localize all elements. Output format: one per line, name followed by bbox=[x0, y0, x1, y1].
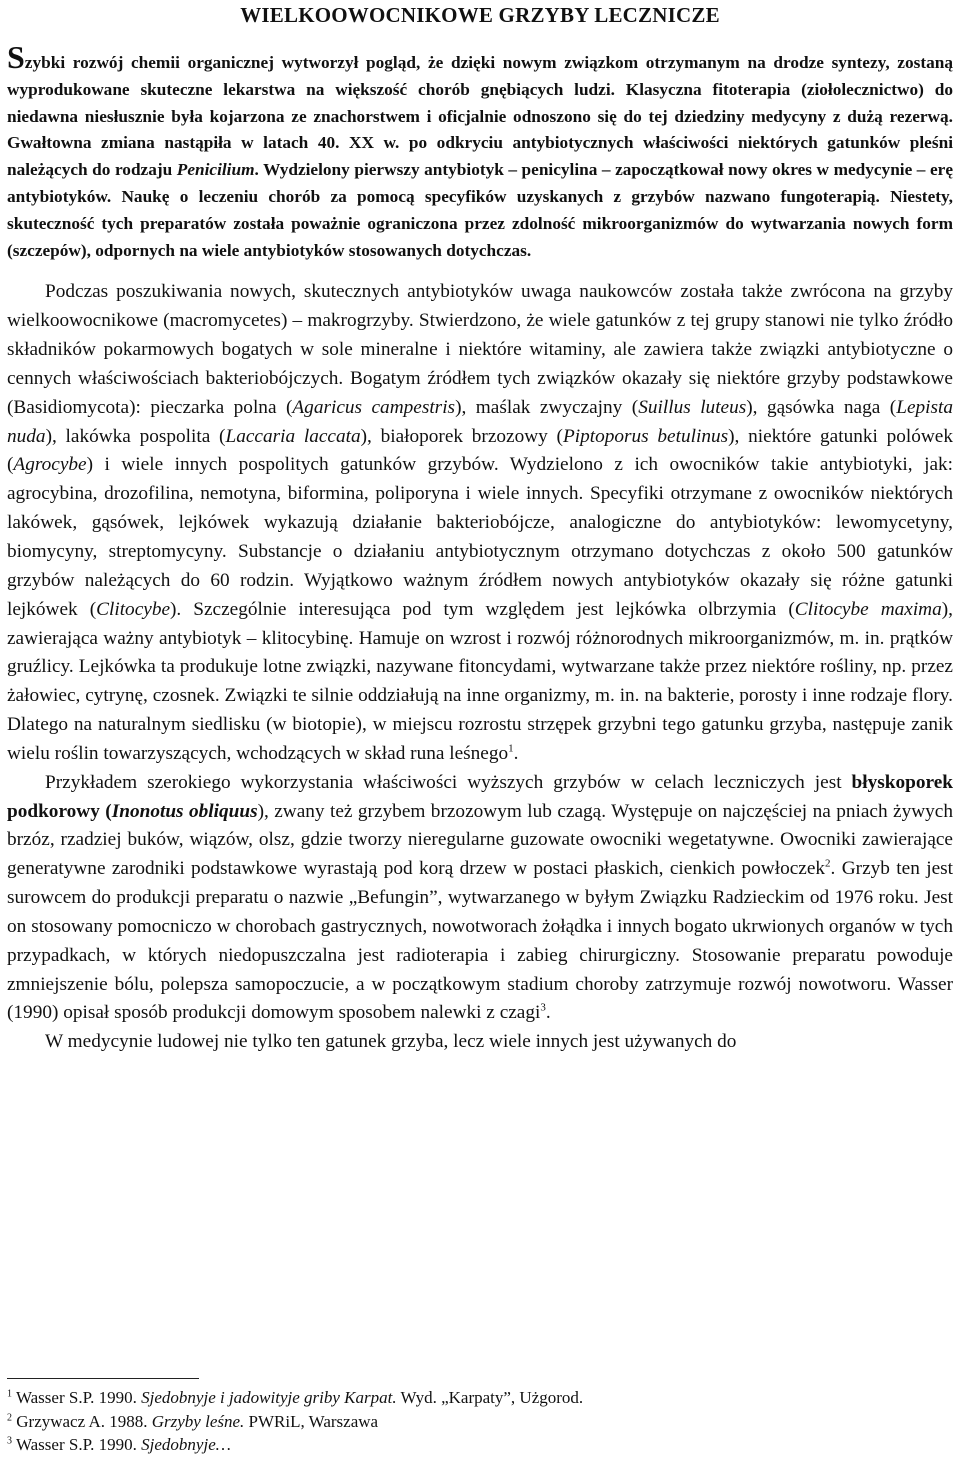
footnote-text: PWRiL, Warszawa bbox=[244, 1411, 379, 1431]
footnote-ref: 1 bbox=[508, 742, 514, 755]
footnote-text: Grzywacz A. 1988. bbox=[16, 1411, 152, 1431]
body-text: . bbox=[513, 742, 519, 764]
paragraph-chaga bbox=[7, 769, 953, 1029]
bold-species-name: błyskoporek podkorowy ( bbox=[7, 771, 953, 822]
footnote bbox=[7, 1386, 953, 1410]
species-name: Laccaria laccata bbox=[225, 425, 361, 447]
species-name: Agaricus campestris bbox=[292, 396, 456, 418]
footnote-title: Grzyby leśne. bbox=[151, 1411, 245, 1431]
species-name: Suillus luteus bbox=[638, 396, 747, 418]
body-text: W medycynie ludowej nie tylko ten gatunek grzyba, lecz wiele innych jest używanych do bbox=[45, 1031, 737, 1053]
document-page bbox=[7, 0, 953, 1057]
body-text: ), zwany też grzybem brzozowym lub czagą. Występuje on najczęściej na pniach żywych brzóz, rzadziej buków, wiązów, olsz, gdzie tworzy nieregularne guzowate owocniki wegetatywne. Owocniki zawierające generatywne zarodniki podstawkowe wyrastają pod korą drzew w postaci płaskich, cienkich powłoczek bbox=[7, 800, 953, 880]
body-text: ) i wiele innych pospolitych gatunków grzybów. Wydzielono z ich owocników takie antybiotyki, jak: agrocybina, drozofilina, nemotyna, biformina, poliporyna i wiele innych. Specyfiki otrzymane z owocników niektórych lakówek, gąsówek, lejkówek wykazują działanie bakteriobójcze, analogiczne do antybiotyków: lewomycetyny, biomycyny, streptomycyny. Substancje o działaniu antybiotycznym otrzymano dotychczas z około 500 gatunków grzybów należących do 60 rodzin. Wyjątkowo ważnym źródłem nowych antybiotyków okazały się różne gatunki lejkówek ( bbox=[7, 454, 953, 620]
footnotes bbox=[7, 1378, 953, 1457]
footnote-title: Sjedobnyje… bbox=[141, 1435, 231, 1454]
body-text: ), niektóre gatunki polówek ( bbox=[7, 425, 953, 476]
species-name: Inonotus obliquus bbox=[111, 800, 258, 822]
body-text: Podczas poszukiwania nowych, skutecznych antybiotyków uwaga naukowców została także zwrócona na grzyby wielkoowocnikowe (macromycetes) – makrogrzyby. Stwierdzono, że wiele gatunków z tej grupy stanowi nie tylko źródło składników pokarmowych bogatych w sole mineralne i niektóre witaminy, ale zawiera także związki antybiotyczne o cennych właściwościach bakteriobójczych. Bogatym źródłem tych związków okazały się niektóre grzyby podstawkowe (Basidiomycota): pieczarka polna ( bbox=[7, 281, 953, 418]
page-title: WIELKOOWOCNIKOWE GRZYBY LECZNICZE bbox=[240, 3, 720, 27]
footnote-divider bbox=[7, 1378, 199, 1379]
body-text: Przykładem szerokiego wykorzystania właściwości wyższych grzybów w celach leczniczych jest bbox=[45, 771, 852, 793]
body-text: ). Szczególnie interesująca pod tym względem jest lejkówka olbrzymia ( bbox=[170, 598, 795, 620]
intro-text: . Wydzielony pierwszy antybiotyk – penicylina – zapoczątkował nowy okres w medycynie – erę antybiotyków. Naukę o leczeniu chorób za pomocą specyfików uzyskanych z grzybów nazwano fungoterapią. Niestety, skuteczność tych preparatów została poważnie ograniczona przez zdolność mikroorganizmów do wytwarzania nowych form (szczepów), odpornych na wiele antybiotyków stosowanych dotychczas. bbox=[7, 160, 953, 260]
body-text: ), białoporek brzozowy ( bbox=[360, 425, 563, 447]
paragraph-folk-medicine bbox=[7, 1028, 953, 1057]
body-text: ), lakówka pospolita ( bbox=[45, 425, 226, 447]
intro-text: zybki rozwój chemii organicznej wytworzył pogląd, że dzięki nowym związkom otrzymanym na drodze syntezy, zostaną wyprodukowane skuteczne lekarstwa na większość chorób gnębiących ludzi. Klasyczna fitoterapia (ziołolecznictwo) do niedawna niesłusznie była kojarzona ze znachorstwem i oficjalnie odnoszono się do tej dziedziny medycyny z dużą rezerwą. Gwałtowna zmiana nastąpiła w latach 40. XX w. po odkryciu antybiotycznych właściwości niektórych gatunków pleśni należących do rodzaju bbox=[7, 53, 953, 180]
footnote-title: Sjedobnyje i jadowityje griby Karpat. bbox=[141, 1388, 397, 1407]
body-text: . bbox=[545, 1002, 551, 1024]
intro-paragraph bbox=[7, 39, 953, 264]
footnote bbox=[7, 1410, 953, 1434]
footnote bbox=[7, 1433, 953, 1457]
body-text: ), maślak zwyczajny ( bbox=[455, 396, 639, 418]
footnote-number: 3 bbox=[7, 1435, 12, 1447]
body-text: ), gąsówka naga ( bbox=[746, 396, 897, 418]
genus-name: Penicilium bbox=[176, 160, 255, 180]
species-name: Clitocybe bbox=[96, 598, 171, 620]
footnote-ref: 3 bbox=[540, 1002, 546, 1015]
paragraph-antibiotics bbox=[7, 278, 953, 768]
species-name: Clitocybe maxima bbox=[794, 598, 942, 620]
body-text: . Grzyb ten jest surowcem do produkcji preparatu o nazwie „Befungin”, wytwarzanego w byłym Związku Radzieckim od 1976 roku. Jest on stosowany pomocniczo w chorobach gastrycznych, nowotworach żołądka i innych bogato ukrwionych organów w tych przypadkach, w których niedopuszczalna jest radioterapia i zabieg chirurgiczny. Stosowanie preparatu powoduje zmniejszenie bólu, polepsza samopoczucie, a w początkowym stadium choroby zatrzymuje rozwój nowotworu. Wasser (1990) opisał sposób produkcji domowym sposobem nalewki z czagi bbox=[7, 858, 954, 1024]
footnote-ref: 2 bbox=[825, 857, 831, 870]
footnote-number: 1 bbox=[7, 1388, 12, 1400]
footnote-text: Wyd. „Karpaty”, Użgorod. bbox=[396, 1388, 584, 1407]
drop-cap: S bbox=[7, 39, 25, 75]
species-name: Piptoporus betulinus bbox=[562, 425, 729, 447]
species-name: Agrocybe bbox=[13, 454, 87, 476]
footnote-text: Wasser S.P. 1990. bbox=[15, 1435, 142, 1454]
species-name: Lepista nuda bbox=[7, 396, 953, 447]
footnote-number: 2 bbox=[7, 1411, 12, 1423]
body-text: ), zawierająca ważny antybiotyk – klitocybinę. Hamuje on wzrost i rozwój różnorodnych mikroorganizmów, m. in. prątków gruźlicy. Lejkówka ta produkuje lotne związki, nazywane fitoncydami, wytwarzane także przez niektóre rośliny, np. przez żałowiec, cytrynę, czosnek. Związki te silnie oddziałują na inne organizmy, m. in. na bakterie, porosty i inne rodzaje flory. Dlatego na naturalnym siedlisku (w biotopie), w miejscu rozrostu strzępek grzybni tego gatunku grzyba, następuje zanik wielu roślin towarzyszących, wchodzących w skład runa leśnego bbox=[7, 598, 953, 764]
footnote-text: Wasser S.P. 1990. bbox=[15, 1388, 142, 1407]
